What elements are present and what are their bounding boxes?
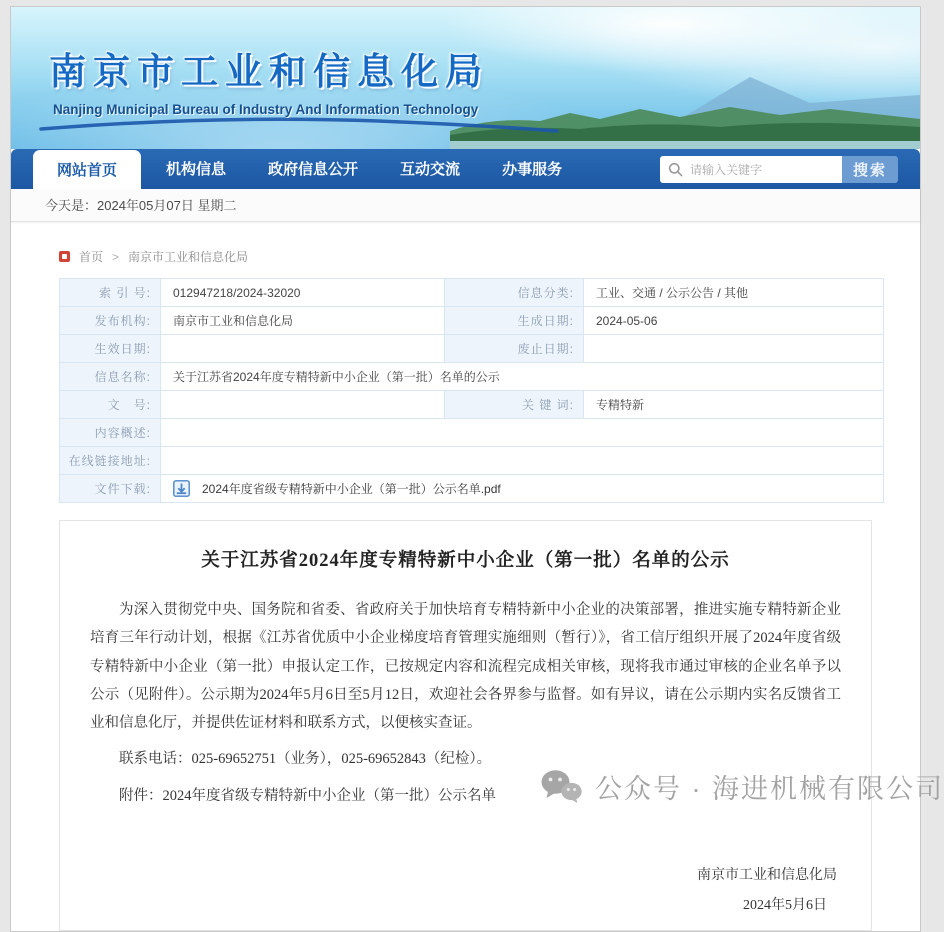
document-title: 关于江苏省2024年度专精特新中小企业（第一批）名单的公示: [201, 551, 730, 571]
field-label-category: 信息分类:: [445, 279, 584, 307]
document-paragraph: 为深入贯彻党中央、国务院和省委、省政府关于加快培育专精特新中小企业的决策部署，推进实施专精特新企业培育三年行动计划，根据《江苏省优质中小企业梯度培育管理实施细则（暂行）》，省工信厅组织开展了2024年度省级专精特新中小企业（第一批）申报认定工作，已按规定内容和流程完成相关审核，现将我市通过审核的企业名单予以公示（见附件）。公示期为2024年5月6日至5月12日，欢迎社会各界参与监督。如有异议，请在公示期内实名反馈省工业和信息化厅，并提供佐证材料和联系方式，以便核实查证。: [90, 602, 841, 732]
nav-tab-home[interactable]: 网站首页: [33, 150, 141, 189]
field-label-summary: 内容概述:: [60, 419, 161, 447]
site-banner: [11, 7, 920, 149]
field-label-doc-no: 文 号:: [60, 391, 161, 419]
field-label-keywords: 关 键 词:: [445, 391, 584, 419]
field-value-summary: [161, 419, 884, 447]
field-value-publisher: 南京市工业和信息化局: [161, 307, 445, 335]
field-value-expiry-date: [584, 335, 884, 363]
table-row: [60, 279, 884, 307]
watermark-text: 公众号 · 海进机械有限公司: [595, 774, 944, 804]
field-label-created-date: 生成日期:: [445, 307, 584, 335]
home-icon: [59, 251, 70, 262]
breadcrumb: [59, 248, 920, 265]
contact-phone-line: 联系电话：025-69652751（业务），025-69652843（纪检）。: [119, 751, 492, 768]
field-label-index-no: 索 引 号:: [60, 279, 161, 307]
breadcrumb-separator: >: [112, 249, 120, 264]
table-row: [60, 391, 884, 419]
field-label-online-link: 在线链接地址:: [60, 447, 161, 475]
field-value-effective-date: [161, 335, 445, 363]
field-value-category: 工业、交通 / 公示公告 / 其他: [584, 279, 884, 307]
table-row: [60, 335, 884, 363]
attachment-download-link[interactable]: 2024年度省级专精特新中小企业（第一批）公示名单.pdf: [202, 482, 501, 496]
signature-date: 2024年5月6日: [743, 898, 827, 914]
search-box: [660, 156, 898, 183]
field-label-publisher: 发布机构:: [60, 307, 161, 335]
document-content: [59, 520, 872, 931]
search-button[interactable]: 搜索: [842, 156, 898, 183]
nav-tab-interaction[interactable]: 互动交流: [400, 161, 461, 178]
breadcrumb-current: 南京市工业和信息化局: [128, 250, 249, 264]
site-subtitle-en: Nanjing Municipal Bureau of Industry And Information Technology: [53, 102, 479, 117]
field-value-doc-no: [161, 391, 445, 419]
nav-tab-org-info[interactable]: 机构信息: [166, 161, 227, 178]
nav-tab-services[interactable]: 办事服务: [502, 161, 563, 178]
field-value-created-date: 2024-05-06: [584, 307, 884, 335]
field-value-info-name: 关于江苏省2024年度专精特新中小企业（第一批）名单的公示: [161, 363, 884, 391]
table-row: [60, 475, 884, 503]
nav-tab-gov-disclosure[interactable]: 政府信息公开: [268, 161, 359, 178]
breadcrumb-home[interactable]: 首页: [79, 250, 104, 264]
field-label-file-download: 文件下载:: [60, 475, 161, 503]
search-icon: [668, 162, 683, 177]
download-icon[interactable]: [173, 480, 190, 497]
search-input[interactable]: [660, 156, 842, 183]
field-label-info-name: 信息名称:: [60, 363, 161, 391]
table-row: [60, 447, 884, 475]
page-container: [10, 6, 944, 932]
signature-org: 南京市工业和信息化局: [697, 868, 837, 884]
attachment-line: 附件：2024年度省级专精特新中小企业（第一批）公示名单: [119, 787, 496, 804]
table-row: [60, 419, 884, 447]
field-value-keywords: 专精特新: [584, 391, 884, 419]
field-label-effective-date: 生效日期:: [60, 335, 161, 363]
main-nav: [11, 149, 920, 189]
field-value-online-link: [161, 447, 884, 475]
date-bar: 今天是：2024年05月07日 星期二: [11, 189, 920, 222]
table-row: [60, 307, 884, 335]
site-title: 南京市工业和信息化局: [49, 51, 489, 92]
field-label-expiry-date: 废止日期:: [445, 335, 584, 363]
table-row: [60, 363, 884, 391]
field-value-index-no: 012947218/2024-32020: [161, 279, 445, 307]
document-meta-table: [59, 278, 884, 503]
